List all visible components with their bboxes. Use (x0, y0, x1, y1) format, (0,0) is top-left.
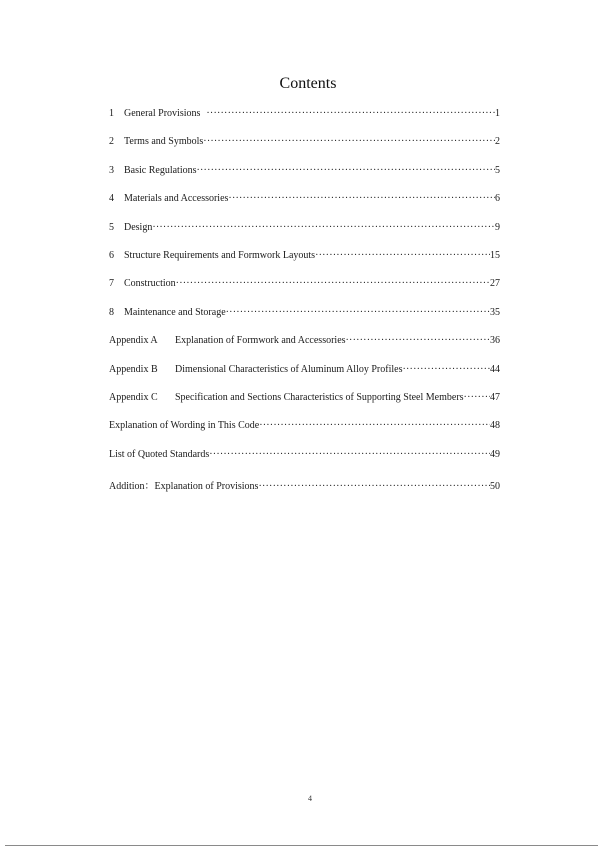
toc-entry-page: 5 (495, 164, 500, 176)
toc-entry[interactable] (109, 193, 500, 221)
toc-entry-number: 1 (109, 108, 114, 119)
toc-entry-label: Maintenance and Storage (124, 306, 226, 318)
toc-entry-number: Appendix C (109, 391, 158, 403)
toc-entry[interactable] (109, 108, 500, 136)
dot-leader (258, 481, 490, 492)
page-number: 4 (308, 794, 312, 803)
toc-entry-label: Addition：Explanation of Provisions (109, 481, 259, 493)
toc-entry[interactable] (109, 307, 500, 335)
toc-entry-label: Basic Regulations (124, 164, 197, 176)
toc-entry[interactable] (109, 136, 500, 164)
toc-entry-page: 9 (495, 221, 500, 233)
toc-entry-label: Specification and Sections Characteristics of Supporting Steel Members (175, 391, 464, 403)
dot-leader (209, 449, 490, 460)
toc-entry-number: 5 (109, 221, 114, 233)
toc-entry-page: 47 (490, 391, 500, 403)
toc-entry-page: 15 (490, 249, 500, 261)
toc-entry-label: General Provisions (124, 108, 201, 119)
toc-entry-page: 49 (490, 448, 500, 460)
toc-entry-plain[interactable] (109, 477, 500, 505)
toc-entry-page: 48 (490, 420, 500, 432)
toc-entry-label: Explanation of Formwork and Accessories (175, 335, 346, 347)
toc-entry-label: Construction (124, 278, 176, 290)
dot-leader (228, 193, 495, 204)
toc-entry-label: Explanation of Wording in This Code (109, 420, 260, 432)
toc-entry-page: 27 (490, 278, 500, 290)
dot-leader (206, 108, 495, 119)
toc-entry-number: Appendix A (109, 335, 158, 347)
dot-leader (402, 364, 490, 375)
table-of-contents (109, 108, 500, 505)
toc-entry-page: 50 (490, 481, 500, 493)
dot-leader (152, 222, 495, 233)
bottom-divider (5, 845, 598, 846)
toc-entry-appendix[interactable] (109, 364, 500, 392)
toc-entry-plain[interactable] (109, 420, 500, 448)
dot-leader (346, 335, 490, 346)
toc-entry-page: 44 (490, 363, 500, 375)
dot-leader (226, 307, 490, 318)
dot-leader (203, 136, 495, 147)
toc-entry-label: Dimensional Characteristics of Aluminum Alloy Profiles (175, 363, 403, 375)
toc-entry-label: Terms and Symbols (124, 136, 204, 148)
toc-entry-number: Appendix B (109, 363, 158, 375)
dot-leader (315, 250, 490, 261)
dot-leader (259, 420, 490, 431)
dot-leader (176, 278, 490, 289)
page-title: Contents (279, 75, 337, 92)
toc-entry-page: 35 (490, 306, 500, 318)
dot-leader (197, 165, 496, 176)
dot-leader (464, 392, 490, 403)
toc-entry-label: Design (124, 221, 153, 233)
toc-entry-label: Structure Requirements and Formwork Layouts (124, 249, 316, 261)
toc-entry-number: 7 (109, 278, 114, 290)
toc-entry-number: 3 (109, 164, 114, 176)
toc-entry-number: 4 (109, 193, 114, 205)
toc-entry-page: 1 (495, 108, 500, 119)
toc-entry-page: 36 (490, 335, 500, 347)
toc-entry-number: 8 (109, 306, 114, 318)
toc-entry-page: 2 (495, 136, 500, 148)
toc-entry[interactable] (109, 278, 500, 306)
toc-entry-appendix[interactable] (109, 335, 500, 363)
toc-entry-plain[interactable] (109, 449, 500, 477)
toc-entry-page: 6 (495, 193, 500, 205)
toc-entry[interactable] (109, 165, 500, 193)
toc-entry[interactable] (109, 250, 500, 278)
toc-entry-label: Materials and Accessories (124, 193, 229, 205)
toc-entry-number: 6 (109, 249, 114, 261)
toc-entry[interactable] (109, 222, 500, 250)
toc-entry-number: 2 (109, 136, 114, 148)
toc-entry-appendix[interactable] (109, 392, 500, 420)
toc-entry-label: List of Quoted Standards (109, 448, 210, 460)
